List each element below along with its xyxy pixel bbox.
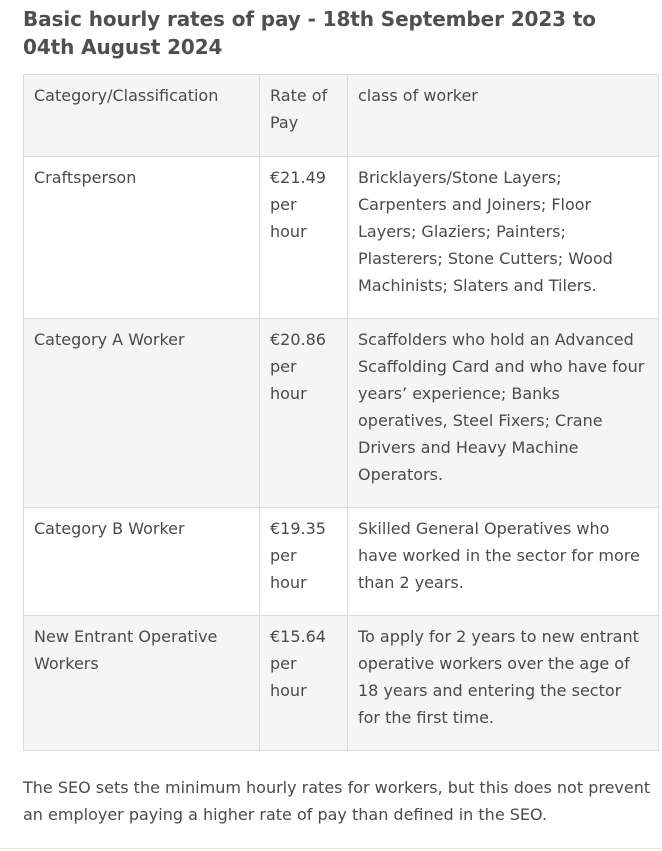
page-title-line1: Basic hourly rates of pay - 18th September 2023 to — [23, 7, 596, 31]
table-row — [24, 157, 659, 319]
row-rate: €19.35 per hour — [260, 508, 348, 616]
table-row — [24, 616, 659, 751]
row-category: Category A Worker — [24, 319, 260, 508]
row-category: Category B Worker — [24, 508, 260, 616]
rates-table — [23, 74, 659, 751]
table-header-row — [24, 75, 659, 157]
table-row — [24, 508, 659, 616]
header-rate: Rate of Pay — [260, 75, 348, 157]
row-category: Craftsperson — [24, 157, 260, 319]
header-class: class of worker — [348, 75, 659, 157]
row-class: Scaffolders who hold an Advanced Scaffolding Card and who have four years’ experience; Banks operatives, Steel Fixers; Crane Drivers and Heavy Machine Operators. — [348, 319, 659, 508]
row-rate: €21.49 per hour — [260, 157, 348, 319]
row-rate: €15.64 per hour — [260, 616, 348, 751]
table-row — [24, 319, 659, 508]
row-class: Bricklayers/Stone Layers; Carpenters and Joiners; Floor Layers; Glaziers; Painters; Plasterers; Stone Cutters; Wood Machinists; Slaters and Tilers. — [348, 157, 659, 319]
row-class: Skilled General Operatives who have worked in the sector for more than 2 years. — [348, 508, 659, 616]
row-class: To apply for 2 years to new entrant operative workers over the age of 18 years and entering the sector for the first time. — [348, 616, 659, 751]
divider — [0, 848, 662, 849]
row-category: New Entrant Operative Workers — [24, 616, 260, 751]
header-category: Category/Classification — [24, 75, 260, 157]
page-title — [23, 5, 623, 61]
row-rate: €20.86 per hour — [260, 319, 348, 508]
footer-note: The SEO sets the minimum hourly rates for workers, but this does not prevent an employer paying a higher rate of pay than defined in the SEO. — [23, 778, 651, 824]
page-content — [23, 0, 662, 824]
page-title-line2: 04th August 2024 — [23, 35, 223, 59]
